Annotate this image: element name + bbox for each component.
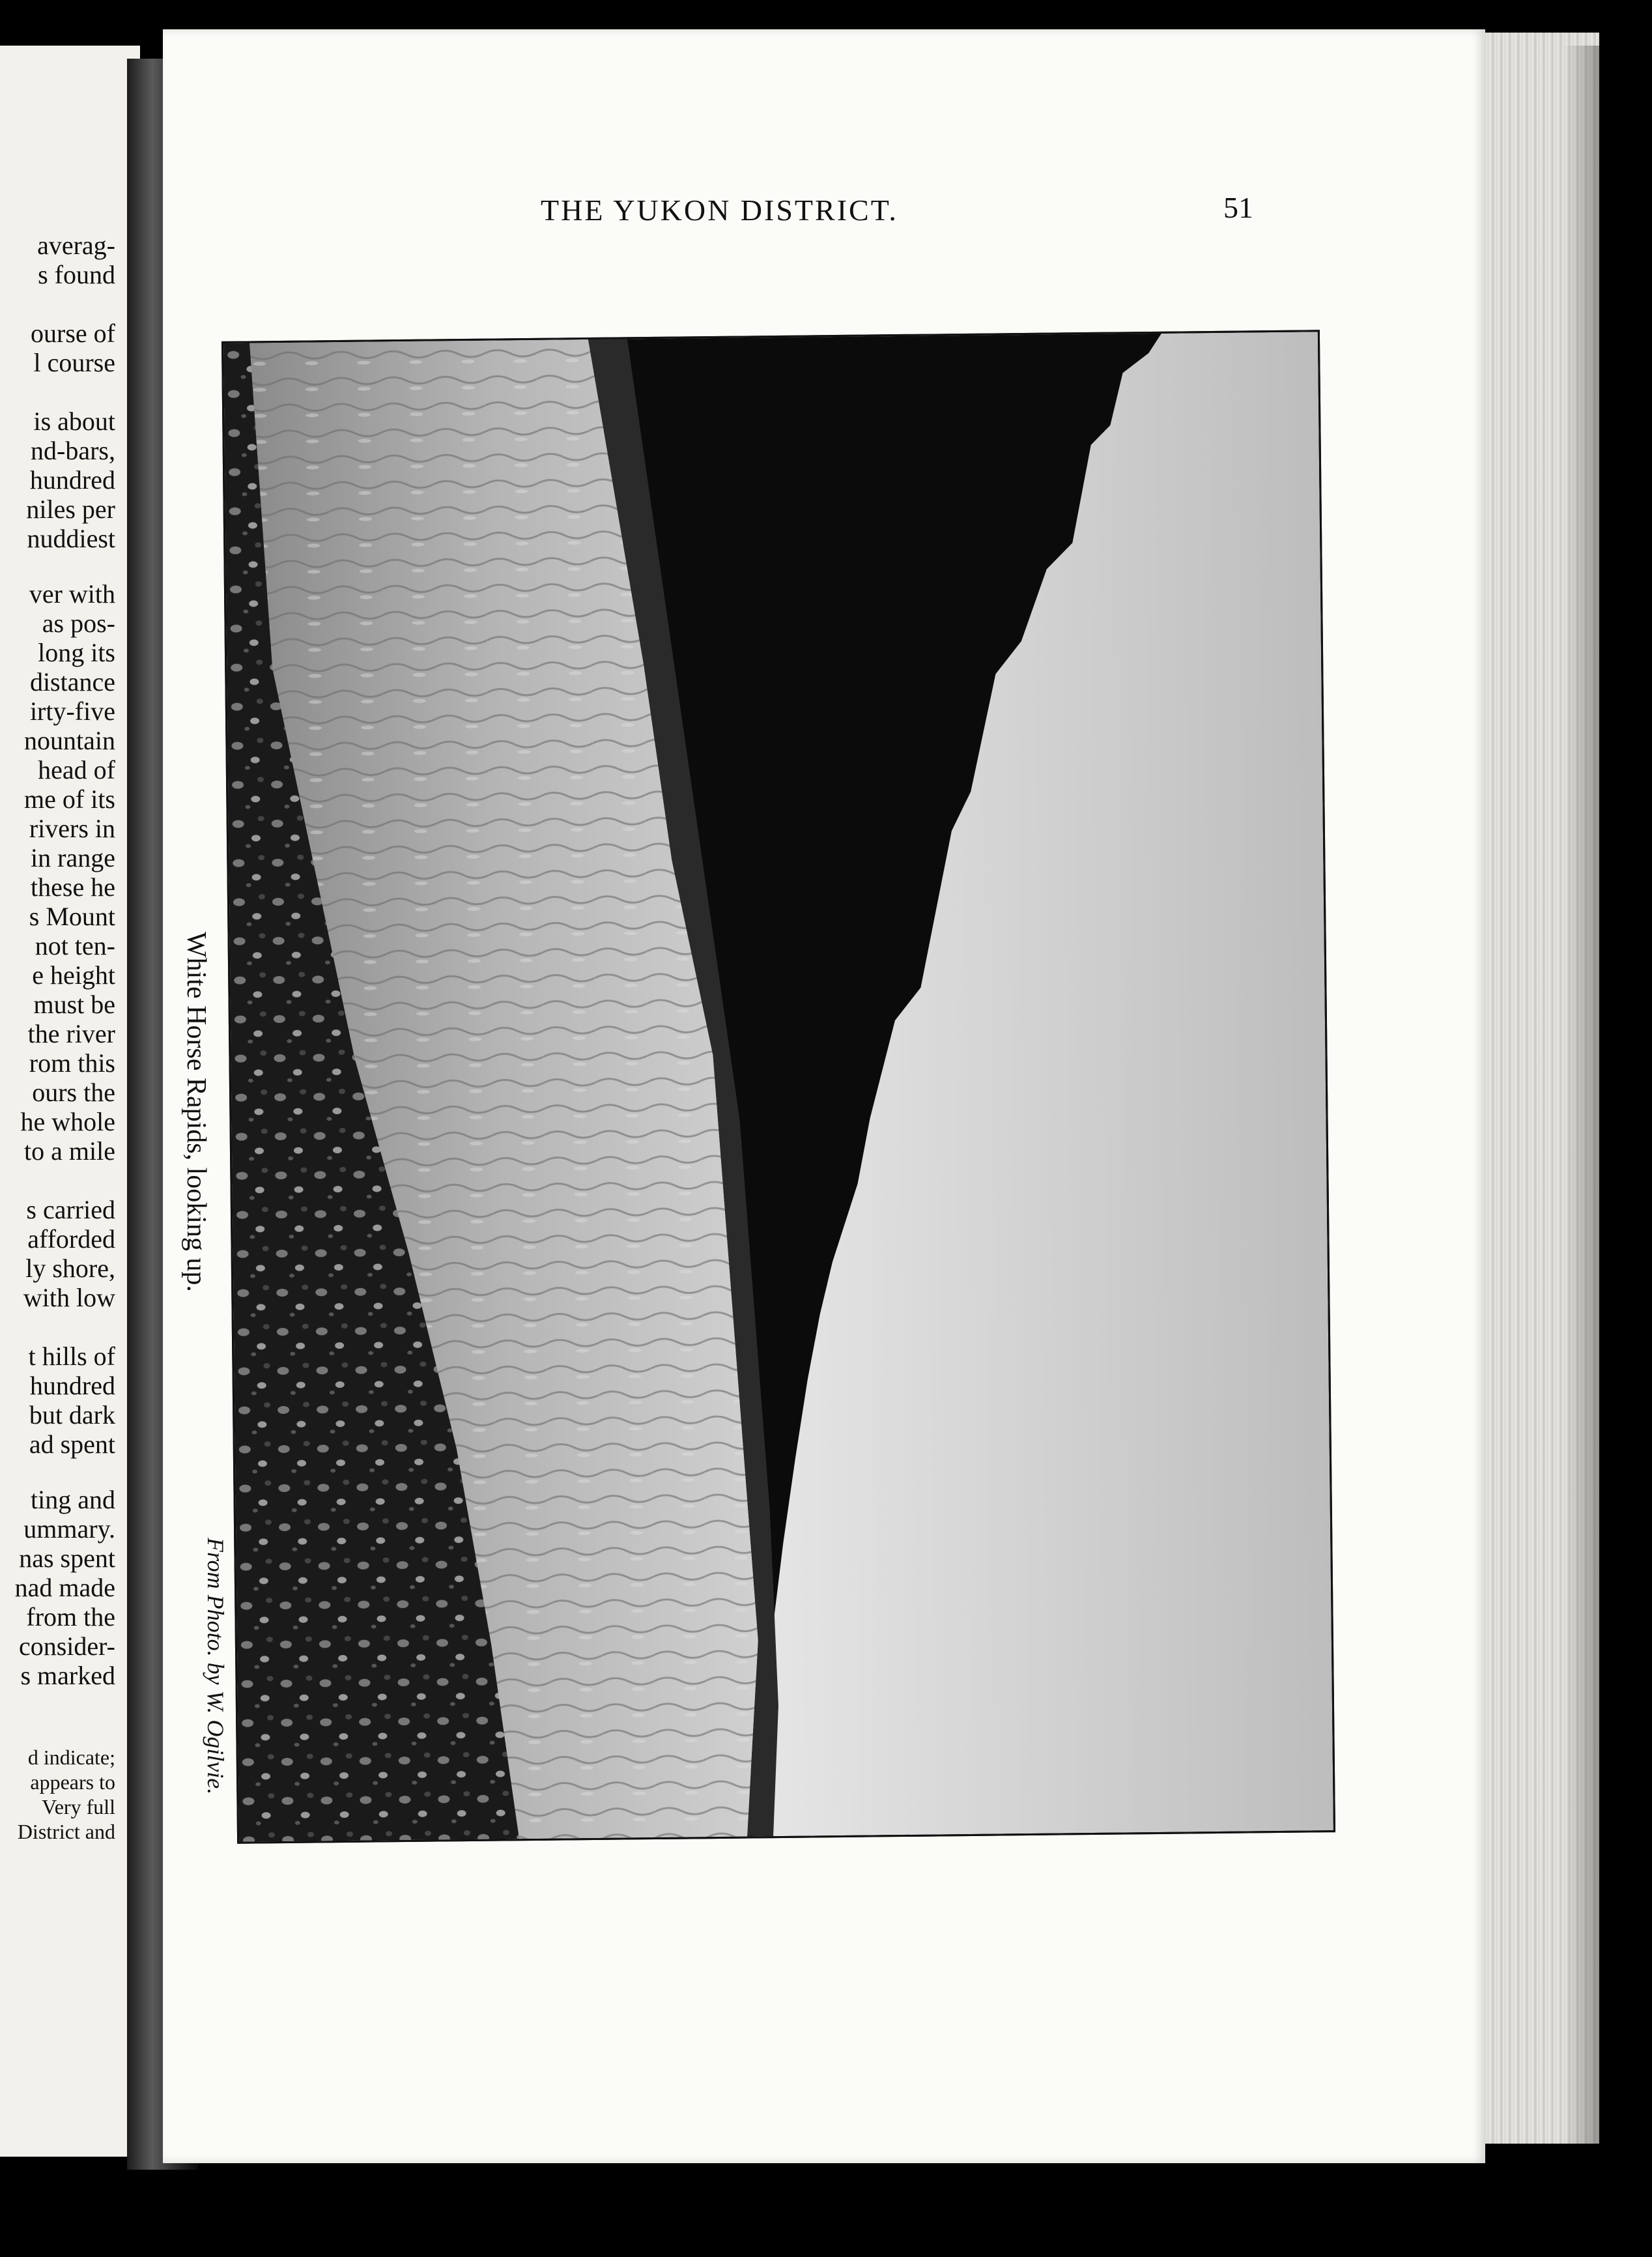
previous-page-line: nountain (24, 726, 115, 755)
photograph-plate (221, 330, 1335, 1844)
previous-page-line: s Mount (29, 902, 115, 931)
plate-caption: White Horse Rapids, looking up. (181, 932, 211, 1292)
previous-page-line: must be (33, 990, 115, 1019)
previous-page-line: averag- (37, 231, 115, 260)
previous-page-line: distance (29, 667, 115, 697)
previous-page-line: ver with (29, 579, 115, 609)
previous-page-line: ours the (32, 1078, 115, 1107)
previous-page-line: s carried (26, 1195, 115, 1224)
previous-page-line: rivers in (29, 814, 115, 843)
previous-page-footnote: District and (17, 1820, 115, 1843)
previous-page-line: ourse of (31, 319, 115, 348)
previous-page-line: nas spent (19, 1544, 115, 1573)
previous-page-line: but dark (29, 1400, 115, 1430)
previous-page-line: afforded (27, 1224, 115, 1254)
previous-page-line: l course (33, 348, 115, 377)
previous-page-line: ummary. (23, 1514, 115, 1544)
previous-page-line: ad spent (29, 1430, 115, 1459)
previous-page-line: rom this (29, 1048, 115, 1078)
previous-page-line: is about (33, 407, 115, 436)
previous-page-line: hundred (29, 465, 115, 495)
previous-page-line: from the (26, 1602, 115, 1632)
previous-page-line: not ten- (35, 931, 115, 960)
previous-page-line: me of its (24, 784, 115, 814)
previous-page (0, 46, 140, 2157)
previous-page-line: hundred (29, 1371, 115, 1400)
running-head: THE YUKON DISTRICT. (541, 194, 898, 227)
previous-page-line: in range (31, 843, 115, 872)
previous-page-footnote: Very full (42, 1795, 115, 1819)
previous-page-footnote: d indicate; (27, 1746, 115, 1769)
page-number: 51 (1223, 191, 1253, 224)
previous-page-footnote: appears to (30, 1770, 115, 1794)
previous-page-line: t hills of (28, 1342, 115, 1371)
previous-page-line: head of (38, 755, 115, 784)
previous-page-line: these he (31, 872, 115, 902)
previous-page-line: with low (23, 1283, 115, 1312)
previous-page-line: e height (32, 960, 115, 990)
previous-page-line: nad made (14, 1573, 115, 1602)
previous-page-line: niles per (26, 495, 115, 524)
previous-page-line: ly shore, (25, 1254, 115, 1283)
previous-page-line: he whole (20, 1107, 115, 1136)
rapids-photograph (223, 332, 1333, 1841)
previous-page-line: nd-bars, (31, 436, 115, 465)
previous-page-line: to a mile (24, 1136, 115, 1166)
previous-page-line: as pos- (42, 609, 115, 638)
previous-page-line: irty-five (29, 697, 115, 726)
previous-page-line: ting and (31, 1485, 115, 1514)
previous-page-line: s found (38, 260, 115, 289)
page-edges-shadow (1563, 46, 1602, 2150)
previous-page-line: s marked (20, 1661, 115, 1690)
previous-page-line: nuddiest (27, 524, 115, 553)
photo-credit: From Photo. by W. Ogilvie. (203, 1538, 229, 1795)
previous-page-line: long its (38, 638, 115, 667)
previous-page-line: the river (27, 1019, 115, 1048)
previous-page-line: consider- (18, 1632, 115, 1661)
